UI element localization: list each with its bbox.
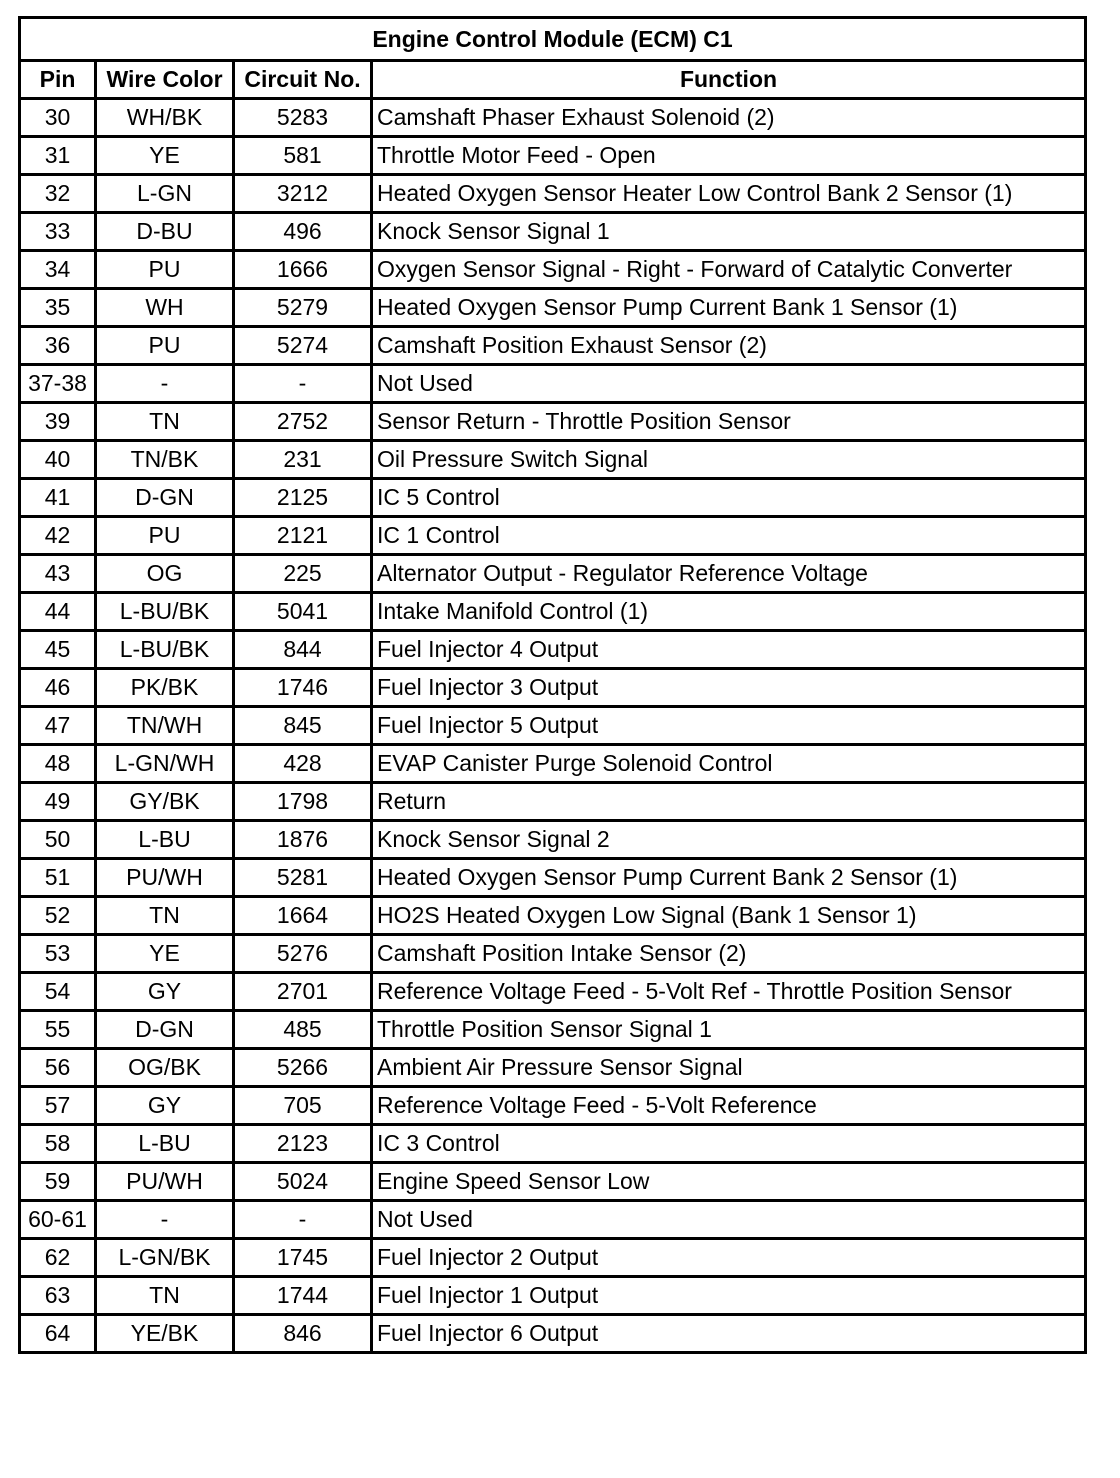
wire-color-cell: - xyxy=(96,1201,234,1239)
circuit-no-cell: 844 xyxy=(234,631,372,669)
circuit-no-cell: 485 xyxy=(234,1011,372,1049)
circuit-no-cell: 2125 xyxy=(234,479,372,517)
wire-color-cell: GY xyxy=(96,973,234,1011)
function-cell: Fuel Injector 5 Output xyxy=(372,707,1086,745)
wire-color-cell: OG/BK xyxy=(96,1049,234,1087)
function-cell: Throttle Position Sensor Signal 1 xyxy=(372,1011,1086,1049)
pin-cell: 30 xyxy=(20,99,96,137)
function-cell: Fuel Injector 6 Output xyxy=(372,1315,1086,1353)
circuit-no-cell: 231 xyxy=(234,441,372,479)
pin-cell: 49 xyxy=(20,783,96,821)
table-row xyxy=(20,213,1086,251)
table-row xyxy=(20,707,1086,745)
wire-color-cell: OG xyxy=(96,555,234,593)
function-cell: Alternator Output - Regulator Reference Voltage xyxy=(372,555,1086,593)
function-cell: Heated Oxygen Sensor Heater Low Control Bank 2 Sensor (1) xyxy=(372,175,1086,213)
wire-color-cell: L-BU xyxy=(96,1125,234,1163)
function-cell: IC 5 Control xyxy=(372,479,1086,517)
pin-cell: 62 xyxy=(20,1239,96,1277)
pin-cell: 43 xyxy=(20,555,96,593)
table-row xyxy=(20,1049,1086,1087)
function-cell: Fuel Injector 4 Output xyxy=(372,631,1086,669)
table-header-row xyxy=(20,61,1086,99)
circuit-no-cell: 3212 xyxy=(234,175,372,213)
wire-color-cell: L-BU/BK xyxy=(96,593,234,631)
circuit-no-cell: - xyxy=(234,365,372,403)
function-cell: Knock Sensor Signal 2 xyxy=(372,821,1086,859)
table-row xyxy=(20,327,1086,365)
pin-cell: 59 xyxy=(20,1163,96,1201)
pin-cell: 53 xyxy=(20,935,96,973)
table-row xyxy=(20,1011,1086,1049)
wire-color-cell: TN xyxy=(96,1277,234,1315)
wire-color-cell: YE xyxy=(96,935,234,973)
pin-cell: 63 xyxy=(20,1277,96,1315)
pin-cell: 58 xyxy=(20,1125,96,1163)
pin-cell: 34 xyxy=(20,251,96,289)
pin-cell: 31 xyxy=(20,137,96,175)
circuit-no-cell: 581 xyxy=(234,137,372,175)
pin-cell: 41 xyxy=(20,479,96,517)
table-row xyxy=(20,1239,1086,1277)
pin-cell: 46 xyxy=(20,669,96,707)
wire-color-cell: TN/WH xyxy=(96,707,234,745)
pin-cell: 54 xyxy=(20,973,96,1011)
header-wire-color: Wire Color xyxy=(96,61,234,99)
pin-cell: 47 xyxy=(20,707,96,745)
function-cell: Fuel Injector 1 Output xyxy=(372,1277,1086,1315)
wire-color-cell: D-GN xyxy=(96,479,234,517)
pin-cell: 42 xyxy=(20,517,96,555)
pin-cell: 35 xyxy=(20,289,96,327)
ecm-connector-table xyxy=(18,16,1087,1354)
function-cell: Camshaft Position Exhaust Sensor (2) xyxy=(372,327,1086,365)
wire-color-cell: L-GN xyxy=(96,175,234,213)
table-title-row xyxy=(20,18,1086,61)
table-row xyxy=(20,821,1086,859)
pin-cell: 56 xyxy=(20,1049,96,1087)
table-row xyxy=(20,859,1086,897)
wire-color-cell: PU/WH xyxy=(96,1163,234,1201)
circuit-no-cell: 846 xyxy=(234,1315,372,1353)
circuit-no-cell: 5024 xyxy=(234,1163,372,1201)
table-row xyxy=(20,479,1086,517)
circuit-no-cell: - xyxy=(234,1201,372,1239)
table-row xyxy=(20,251,1086,289)
circuit-no-cell: 1745 xyxy=(234,1239,372,1277)
wire-color-cell: L-BU/BK xyxy=(96,631,234,669)
wire-color-cell: PK/BK xyxy=(96,669,234,707)
circuit-no-cell: 428 xyxy=(234,745,372,783)
table-row xyxy=(20,745,1086,783)
table-row xyxy=(20,99,1086,137)
function-cell: Heated Oxygen Sensor Pump Current Bank 1 Sensor (1) xyxy=(372,289,1086,327)
pin-cell: 44 xyxy=(20,593,96,631)
circuit-no-cell: 1746 xyxy=(234,669,372,707)
circuit-no-cell: 845 xyxy=(234,707,372,745)
table-row xyxy=(20,593,1086,631)
function-cell: Oxygen Sensor Signal - Right - Forward of Catalytic Converter xyxy=(372,251,1086,289)
circuit-no-cell: 2121 xyxy=(234,517,372,555)
wire-color-cell: TN xyxy=(96,403,234,441)
table-row xyxy=(20,403,1086,441)
function-cell: Oil Pressure Switch Signal xyxy=(372,441,1086,479)
header-function: Function xyxy=(372,61,1086,99)
function-cell: Not Used xyxy=(372,1201,1086,1239)
circuit-no-cell: 496 xyxy=(234,213,372,251)
wire-color-cell: GY/BK xyxy=(96,783,234,821)
function-cell: Engine Speed Sensor Low xyxy=(372,1163,1086,1201)
wire-color-cell: L-GN/BK xyxy=(96,1239,234,1277)
circuit-no-cell: 2701 xyxy=(234,973,372,1011)
pin-cell: 64 xyxy=(20,1315,96,1353)
table-row xyxy=(20,783,1086,821)
wire-color-cell: L-BU xyxy=(96,821,234,859)
pin-cell: 33 xyxy=(20,213,96,251)
table-row xyxy=(20,1201,1086,1239)
wire-color-cell: D-BU xyxy=(96,213,234,251)
header-circuit-no: Circuit No. xyxy=(234,61,372,99)
function-cell: Intake Manifold Control (1) xyxy=(372,593,1086,631)
circuit-no-cell: 2123 xyxy=(234,1125,372,1163)
wire-color-cell: - xyxy=(96,365,234,403)
table-row xyxy=(20,669,1086,707)
circuit-no-cell: 1666 xyxy=(234,251,372,289)
circuit-no-cell: 2752 xyxy=(234,403,372,441)
circuit-no-cell: 1798 xyxy=(234,783,372,821)
function-cell: Sensor Return - Throttle Position Sensor xyxy=(372,403,1086,441)
table-row xyxy=(20,555,1086,593)
function-cell: Camshaft Phaser Exhaust Solenoid (2) xyxy=(372,99,1086,137)
function-cell: Camshaft Position Intake Sensor (2) xyxy=(372,935,1086,973)
wire-color-cell: YE xyxy=(96,137,234,175)
wire-color-cell: PU/WH xyxy=(96,859,234,897)
function-cell: IC 1 Control xyxy=(372,517,1086,555)
table-row xyxy=(20,137,1086,175)
pin-cell: 40 xyxy=(20,441,96,479)
pin-cell: 32 xyxy=(20,175,96,213)
table-row xyxy=(20,1125,1086,1163)
wire-color-cell: L-GN/WH xyxy=(96,745,234,783)
table-row xyxy=(20,517,1086,555)
function-cell: Reference Voltage Feed - 5-Volt Ref - Throttle Position Sensor xyxy=(372,973,1086,1011)
circuit-no-cell: 5281 xyxy=(234,859,372,897)
function-cell: EVAP Canister Purge Solenoid Control xyxy=(372,745,1086,783)
circuit-no-cell: 1664 xyxy=(234,897,372,935)
circuit-no-cell: 5274 xyxy=(234,327,372,365)
circuit-no-cell: 1876 xyxy=(234,821,372,859)
pin-cell: 48 xyxy=(20,745,96,783)
function-cell: Not Used xyxy=(372,365,1086,403)
pin-cell: 45 xyxy=(20,631,96,669)
wire-color-cell: D-GN xyxy=(96,1011,234,1049)
circuit-no-cell: 5266 xyxy=(234,1049,372,1087)
wire-color-cell: PU xyxy=(96,517,234,555)
table-row xyxy=(20,175,1086,213)
circuit-no-cell: 225 xyxy=(234,555,372,593)
table-row xyxy=(20,631,1086,669)
function-cell: Ambient Air Pressure Sensor Signal xyxy=(372,1049,1086,1087)
table-row xyxy=(20,1087,1086,1125)
pin-cell: 51 xyxy=(20,859,96,897)
function-cell: Reference Voltage Feed - 5-Volt Reference xyxy=(372,1087,1086,1125)
circuit-no-cell: 5276 xyxy=(234,935,372,973)
pin-cell: 55 xyxy=(20,1011,96,1049)
function-cell: Fuel Injector 3 Output xyxy=(372,669,1086,707)
wire-color-cell: PU xyxy=(96,327,234,365)
circuit-no-cell: 5279 xyxy=(234,289,372,327)
function-cell: HO2S Heated Oxygen Low Signal (Bank 1 Sensor 1) xyxy=(372,897,1086,935)
wire-color-cell: TN xyxy=(96,897,234,935)
circuit-no-cell: 5041 xyxy=(234,593,372,631)
circuit-no-cell: 5283 xyxy=(234,99,372,137)
table-row xyxy=(20,935,1086,973)
table-title: Engine Control Module (ECM) C1 xyxy=(20,18,1086,61)
function-cell: IC 3 Control xyxy=(372,1125,1086,1163)
pin-cell: 37-38 xyxy=(20,365,96,403)
wire-color-cell: TN/BK xyxy=(96,441,234,479)
circuit-no-cell: 1744 xyxy=(234,1277,372,1315)
function-cell: Fuel Injector 2 Output xyxy=(372,1239,1086,1277)
pin-cell: 52 xyxy=(20,897,96,935)
pin-cell: 39 xyxy=(20,403,96,441)
table-row xyxy=(20,289,1086,327)
table-row xyxy=(20,897,1086,935)
pin-cell: 36 xyxy=(20,327,96,365)
table-row xyxy=(20,1277,1086,1315)
table-row xyxy=(20,1315,1086,1353)
wire-color-cell: PU xyxy=(96,251,234,289)
table-row xyxy=(20,365,1086,403)
function-cell: Knock Sensor Signal 1 xyxy=(372,213,1086,251)
wire-color-cell: YE/BK xyxy=(96,1315,234,1353)
wire-color-cell: WH xyxy=(96,289,234,327)
function-cell: Throttle Motor Feed - Open xyxy=(372,137,1086,175)
function-cell: Heated Oxygen Sensor Pump Current Bank 2 Sensor (1) xyxy=(372,859,1086,897)
pin-cell: 57 xyxy=(20,1087,96,1125)
header-pin: Pin xyxy=(20,61,96,99)
table-row xyxy=(20,441,1086,479)
wire-color-cell: WH/BK xyxy=(96,99,234,137)
wire-color-cell: GY xyxy=(96,1087,234,1125)
pin-cell: 60-61 xyxy=(20,1201,96,1239)
table-row xyxy=(20,973,1086,1011)
circuit-no-cell: 705 xyxy=(234,1087,372,1125)
table-row xyxy=(20,1163,1086,1201)
pin-cell: 50 xyxy=(20,821,96,859)
function-cell: Return xyxy=(372,783,1086,821)
